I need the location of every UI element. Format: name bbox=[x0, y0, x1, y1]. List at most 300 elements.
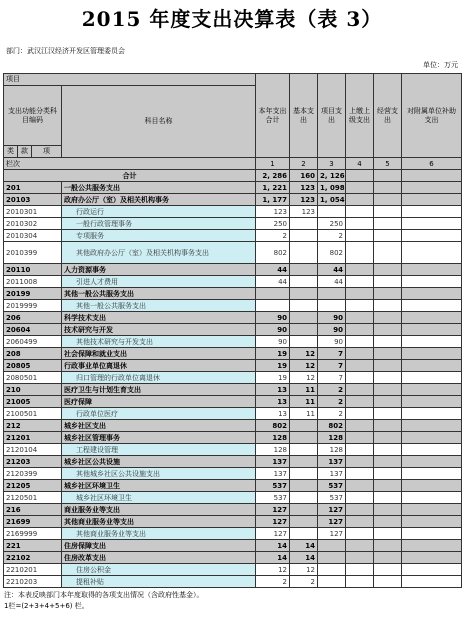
row-total: 802 bbox=[256, 420, 290, 432]
row-total: 127 bbox=[256, 516, 290, 528]
row-upper bbox=[346, 468, 374, 480]
row-subject: 人力资源事务 bbox=[62, 264, 256, 276]
row-subsidy bbox=[402, 264, 462, 276]
row-total: 127 bbox=[256, 528, 290, 540]
row-basic bbox=[290, 492, 318, 504]
row-upper bbox=[346, 324, 374, 336]
row-subsidy bbox=[402, 206, 462, 218]
table-row bbox=[4, 552, 462, 564]
row-subsidy bbox=[402, 480, 462, 492]
row-upper bbox=[346, 516, 374, 528]
row-code: 210 bbox=[4, 384, 62, 396]
row-code: 2210201 bbox=[4, 564, 62, 576]
row-basic bbox=[290, 516, 318, 528]
row-upper bbox=[346, 552, 374, 564]
row-subsidy bbox=[402, 312, 462, 324]
row-basic bbox=[290, 444, 318, 456]
row-upper bbox=[346, 300, 374, 312]
row-basic bbox=[290, 504, 318, 516]
row-subject: 一般公共服务支出 bbox=[62, 182, 256, 194]
table-row bbox=[4, 540, 462, 552]
row-project bbox=[318, 300, 346, 312]
row-subsidy bbox=[402, 276, 462, 288]
row-total bbox=[256, 300, 290, 312]
row-project: 7 bbox=[318, 360, 346, 372]
row-upper bbox=[346, 528, 374, 540]
row-upper bbox=[346, 372, 374, 384]
row-code: 2011008 bbox=[4, 276, 62, 288]
row-project bbox=[318, 540, 346, 552]
row-basic: 2 bbox=[290, 576, 318, 588]
row-operating bbox=[374, 276, 402, 288]
row-code: 21699 bbox=[4, 516, 62, 528]
row-operating bbox=[374, 432, 402, 444]
row-code: 2120399 bbox=[4, 468, 62, 480]
table-row bbox=[4, 182, 462, 194]
row-project: 44 bbox=[318, 276, 346, 288]
row-code: 2169999 bbox=[4, 528, 62, 540]
row-basic: 123 bbox=[290, 182, 318, 194]
row-basic: 11 bbox=[290, 408, 318, 420]
table-row bbox=[4, 206, 462, 218]
page-title: 2015 年度支出决算表（表 3） bbox=[81, 7, 383, 31]
row-basic: 14 bbox=[290, 552, 318, 564]
row-subject: 住房改革支出 bbox=[62, 552, 256, 564]
row-upper bbox=[346, 504, 374, 516]
row-operating bbox=[374, 230, 402, 242]
row-operating bbox=[374, 336, 402, 348]
row-code: 2010304 bbox=[4, 230, 62, 242]
row-project bbox=[318, 564, 346, 576]
row-subject: 其他一般公共服务支出 bbox=[62, 288, 256, 300]
row-total: 14 bbox=[256, 540, 290, 552]
row-upper bbox=[346, 276, 374, 288]
row-subsidy bbox=[402, 444, 462, 456]
row-subject: 住房保障支出 bbox=[62, 540, 256, 552]
row-subsidy bbox=[402, 360, 462, 372]
row-total: 128 bbox=[256, 444, 290, 456]
row-upper bbox=[346, 242, 374, 264]
row-project: 1, 054 bbox=[318, 194, 346, 206]
colnum: 3 bbox=[318, 158, 346, 170]
row-basic bbox=[290, 336, 318, 348]
row-basic bbox=[290, 456, 318, 468]
row-subsidy bbox=[402, 218, 462, 230]
row-upper bbox=[346, 384, 374, 396]
row-subject: 工程建设管理 bbox=[62, 444, 256, 456]
row-operating bbox=[374, 456, 402, 468]
row-upper bbox=[346, 360, 374, 372]
row-subject: 科学技术支出 bbox=[62, 312, 256, 324]
row-basic bbox=[290, 230, 318, 242]
row-subject: 其他城乡社区公共设施支出 bbox=[62, 468, 256, 480]
row-total: 123 bbox=[256, 206, 290, 218]
row-upper bbox=[346, 396, 374, 408]
row-total: 127 bbox=[256, 504, 290, 516]
row-upper bbox=[346, 480, 374, 492]
row-subsidy bbox=[402, 242, 462, 264]
row-upper bbox=[346, 288, 374, 300]
expenditure-table bbox=[3, 73, 462, 588]
row-code: 20199 bbox=[4, 288, 62, 300]
row-total: 1, 177 bbox=[256, 194, 290, 206]
row-upper bbox=[346, 444, 374, 456]
header-upper: 上缴上级支出 bbox=[346, 74, 374, 158]
row-code: 20805 bbox=[4, 360, 62, 372]
header-item: 项目 bbox=[4, 74, 256, 86]
total-label: 合计 bbox=[4, 170, 256, 182]
row-operating bbox=[374, 300, 402, 312]
total-row bbox=[4, 170, 462, 182]
row-upper bbox=[346, 420, 374, 432]
row-operating bbox=[374, 468, 402, 480]
table-row bbox=[4, 396, 462, 408]
row-subsidy bbox=[402, 516, 462, 528]
header-xiang: 项 bbox=[32, 146, 62, 158]
row-total: 1, 221 bbox=[256, 182, 290, 194]
row-operating bbox=[374, 182, 402, 194]
table-row bbox=[4, 576, 462, 588]
row-subsidy bbox=[402, 384, 462, 396]
row-project: 2 bbox=[318, 384, 346, 396]
row-project: 1, 098 bbox=[318, 182, 346, 194]
row-operating bbox=[374, 492, 402, 504]
row-code: 21205 bbox=[4, 480, 62, 492]
row-basic bbox=[290, 528, 318, 540]
row-project: 127 bbox=[318, 516, 346, 528]
table-row bbox=[4, 408, 462, 420]
row-subject: 提租补贴 bbox=[62, 576, 256, 588]
row-upper bbox=[346, 408, 374, 420]
row-upper bbox=[346, 540, 374, 552]
row-operating bbox=[374, 564, 402, 576]
empty-cell bbox=[402, 170, 462, 182]
row-basic bbox=[290, 432, 318, 444]
table-row bbox=[4, 348, 462, 360]
row-project: 7 bbox=[318, 348, 346, 360]
row-code: 206 bbox=[4, 312, 62, 324]
table-row bbox=[4, 432, 462, 444]
row-code: 21203 bbox=[4, 456, 62, 468]
row-upper bbox=[346, 264, 374, 276]
row-project: 137 bbox=[318, 468, 346, 480]
row-basic bbox=[290, 300, 318, 312]
row-total: 13 bbox=[256, 396, 290, 408]
row-code: 22102 bbox=[4, 552, 62, 564]
row-project: 90 bbox=[318, 336, 346, 348]
table-row bbox=[4, 230, 462, 242]
note-line: 注：本表反映部门本年度取得的各项支出情况（含政府性基金）。 bbox=[4, 591, 204, 599]
row-upper bbox=[346, 206, 374, 218]
row-subject: 行政运行 bbox=[62, 206, 256, 218]
row-total bbox=[256, 288, 290, 300]
table-row bbox=[4, 456, 462, 468]
row-total: 19 bbox=[256, 372, 290, 384]
row-operating bbox=[374, 504, 402, 516]
row-upper bbox=[346, 218, 374, 230]
row-upper bbox=[346, 564, 374, 576]
row-project: 127 bbox=[318, 528, 346, 540]
table-row bbox=[4, 420, 462, 432]
row-total: 90 bbox=[256, 336, 290, 348]
row-operating bbox=[374, 312, 402, 324]
row-subject: 城乡社区管理事务 bbox=[62, 432, 256, 444]
row-subject: 政府办公厅（室）及相关机构事务 bbox=[62, 194, 256, 206]
row-total: 14 bbox=[256, 552, 290, 564]
row-code: 2210203 bbox=[4, 576, 62, 588]
row-subject: 住房公积金 bbox=[62, 564, 256, 576]
row-total: 13 bbox=[256, 384, 290, 396]
row-project bbox=[318, 288, 346, 300]
colnum: 2 bbox=[290, 158, 318, 170]
row-project: 128 bbox=[318, 444, 346, 456]
table-row bbox=[4, 528, 462, 540]
row-subject: 其他技术研究与开发支出 bbox=[62, 336, 256, 348]
row-project: 537 bbox=[318, 492, 346, 504]
row-total: 137 bbox=[256, 468, 290, 480]
row-code: 20604 bbox=[4, 324, 62, 336]
row-project: 90 bbox=[318, 312, 346, 324]
row-project: 802 bbox=[318, 420, 346, 432]
row-subsidy bbox=[402, 230, 462, 242]
row-operating bbox=[374, 242, 402, 264]
row-operating bbox=[374, 264, 402, 276]
row-code: 20110 bbox=[4, 264, 62, 276]
table-row bbox=[4, 480, 462, 492]
row-subsidy bbox=[402, 552, 462, 564]
table-row bbox=[4, 468, 462, 480]
row-subject: 其他商业服务业等支出 bbox=[62, 528, 256, 540]
row-basic: 12 bbox=[290, 360, 318, 372]
row-code: 21005 bbox=[4, 396, 62, 408]
row-code: 2080501 bbox=[4, 372, 62, 384]
row-total: 19 bbox=[256, 360, 290, 372]
row-subsidy bbox=[402, 336, 462, 348]
row-subject: 医疗保障 bbox=[62, 396, 256, 408]
row-operating bbox=[374, 552, 402, 564]
row-subject: 城乡社区支出 bbox=[62, 420, 256, 432]
table-row bbox=[4, 324, 462, 336]
row-operating bbox=[374, 194, 402, 206]
row-code: 2010399 bbox=[4, 242, 62, 264]
row-project: 2 bbox=[318, 396, 346, 408]
row-subject: 城乡社区环境卫生 bbox=[62, 480, 256, 492]
row-subject: 技术研究与开发 bbox=[62, 324, 256, 336]
row-code: 2010301 bbox=[4, 206, 62, 218]
row-total: 137 bbox=[256, 456, 290, 468]
row-upper bbox=[346, 182, 374, 194]
row-code: 20103 bbox=[4, 194, 62, 206]
row-basic: 12 bbox=[290, 372, 318, 384]
empty-cell bbox=[346, 170, 374, 182]
row-basic bbox=[290, 324, 318, 336]
total-project: 2, 126 bbox=[318, 170, 346, 182]
row-code: 2010302 bbox=[4, 218, 62, 230]
row-operating bbox=[374, 480, 402, 492]
row-subject: 其他政府办公厅（室）及相关机构事务支出 bbox=[62, 242, 256, 264]
row-subsidy bbox=[402, 456, 462, 468]
row-project: 137 bbox=[318, 456, 346, 468]
unit-label: 单位：万元 bbox=[423, 61, 458, 69]
row-project: 7 bbox=[318, 372, 346, 384]
row-operating bbox=[374, 360, 402, 372]
row-basic bbox=[290, 264, 318, 276]
row-upper bbox=[346, 492, 374, 504]
row-operating bbox=[374, 324, 402, 336]
row-subject: 商业服务业等支出 bbox=[62, 504, 256, 516]
row-subject: 城乡社区环境卫生 bbox=[62, 492, 256, 504]
row-subsidy bbox=[402, 564, 462, 576]
colnum: 5 bbox=[374, 158, 402, 170]
row-total: 12 bbox=[256, 564, 290, 576]
row-subject: 专项服务 bbox=[62, 230, 256, 242]
table-row bbox=[4, 276, 462, 288]
row-code: 21201 bbox=[4, 432, 62, 444]
row-upper bbox=[346, 432, 374, 444]
row-subsidy bbox=[402, 324, 462, 336]
row-basic: 11 bbox=[290, 384, 318, 396]
colnum: 6 bbox=[402, 158, 462, 170]
row-upper bbox=[346, 230, 374, 242]
row-project bbox=[318, 576, 346, 588]
row-operating bbox=[374, 420, 402, 432]
row-operating bbox=[374, 384, 402, 396]
row-code: 2060499 bbox=[4, 336, 62, 348]
row-subsidy bbox=[402, 528, 462, 540]
row-code: 208 bbox=[4, 348, 62, 360]
row-subsidy bbox=[402, 468, 462, 480]
row-project: 128 bbox=[318, 432, 346, 444]
table-row bbox=[4, 264, 462, 276]
row-operating bbox=[374, 288, 402, 300]
row-code: 221 bbox=[4, 540, 62, 552]
row-code: 216 bbox=[4, 504, 62, 516]
row-subsidy bbox=[402, 504, 462, 516]
row-upper bbox=[346, 456, 374, 468]
header-subsidy: 对附属单位补助支出 bbox=[402, 74, 462, 158]
row-project bbox=[318, 552, 346, 564]
header-lei: 类 bbox=[4, 146, 18, 158]
row-operating bbox=[374, 396, 402, 408]
row-subsidy bbox=[402, 348, 462, 360]
row-operating bbox=[374, 516, 402, 528]
row-subject: 其他商业服务业等支出 bbox=[62, 516, 256, 528]
header-func-code: 支出功能分类科目编码 bbox=[4, 86, 62, 146]
table-row bbox=[4, 312, 462, 324]
row-subject: 行政单位医疗 bbox=[62, 408, 256, 420]
row-basic bbox=[290, 480, 318, 492]
table-row bbox=[4, 194, 462, 206]
lanci-label: 栏次 bbox=[4, 158, 256, 170]
row-project: 250 bbox=[318, 218, 346, 230]
table-row bbox=[4, 360, 462, 372]
row-code: 201 bbox=[4, 182, 62, 194]
department-label: 部门：武汉江汉经济开发区管理委员会 bbox=[6, 47, 125, 55]
row-subsidy bbox=[402, 540, 462, 552]
row-total: 19 bbox=[256, 348, 290, 360]
row-total: 90 bbox=[256, 312, 290, 324]
row-operating bbox=[374, 540, 402, 552]
empty-cell bbox=[374, 170, 402, 182]
row-subsidy bbox=[402, 194, 462, 206]
row-subject: 归口管理的行政单位离退休 bbox=[62, 372, 256, 384]
row-upper bbox=[346, 194, 374, 206]
row-subsidy bbox=[402, 420, 462, 432]
row-operating bbox=[374, 444, 402, 456]
total-basic: 160 bbox=[290, 170, 318, 182]
row-total: 802 bbox=[256, 242, 290, 264]
row-operating bbox=[374, 528, 402, 540]
row-project bbox=[318, 206, 346, 218]
row-basic: 123 bbox=[290, 194, 318, 206]
row-subject: 引进人才费用 bbox=[62, 276, 256, 288]
table-row bbox=[4, 288, 462, 300]
row-total: 90 bbox=[256, 324, 290, 336]
row-project: 2 bbox=[318, 408, 346, 420]
row-subsidy bbox=[402, 182, 462, 194]
row-project: 2 bbox=[318, 230, 346, 242]
row-total: 537 bbox=[256, 480, 290, 492]
row-operating bbox=[374, 408, 402, 420]
row-subject: 其他一般公共服务支出 bbox=[62, 300, 256, 312]
header-kuan: 款 bbox=[18, 146, 32, 158]
table-row bbox=[4, 336, 462, 348]
table-row bbox=[4, 504, 462, 516]
row-upper bbox=[346, 348, 374, 360]
row-operating bbox=[374, 206, 402, 218]
table-row bbox=[4, 218, 462, 230]
row-subsidy bbox=[402, 576, 462, 588]
table-row bbox=[4, 564, 462, 576]
row-code: 2120501 bbox=[4, 492, 62, 504]
row-code: 2120104 bbox=[4, 444, 62, 456]
row-basic: 14 bbox=[290, 540, 318, 552]
row-subsidy bbox=[402, 288, 462, 300]
row-project: 537 bbox=[318, 480, 346, 492]
table-row bbox=[4, 516, 462, 528]
header-operating: 经营支出 bbox=[374, 74, 402, 158]
note-line: 1栏=(2+3+4+5+6) 栏。 bbox=[4, 602, 89, 610]
row-subject: 医疗卫生与计划生育支出 bbox=[62, 384, 256, 396]
row-basic: 12 bbox=[290, 564, 318, 576]
row-subject: 行政事业单位离退休 bbox=[62, 360, 256, 372]
column-number-row bbox=[4, 158, 462, 170]
row-total: 128 bbox=[256, 432, 290, 444]
row-total: 13 bbox=[256, 408, 290, 420]
row-total: 2 bbox=[256, 576, 290, 588]
table-row bbox=[4, 242, 462, 264]
row-project: 90 bbox=[318, 324, 346, 336]
row-subject: 社会保障和就业支出 bbox=[62, 348, 256, 360]
row-upper bbox=[346, 336, 374, 348]
table-row bbox=[4, 372, 462, 384]
row-upper bbox=[346, 312, 374, 324]
row-basic bbox=[290, 242, 318, 264]
row-project: 44 bbox=[318, 264, 346, 276]
row-code: 2019999 bbox=[4, 300, 62, 312]
row-subsidy bbox=[402, 300, 462, 312]
row-operating bbox=[374, 218, 402, 230]
row-project: 127 bbox=[318, 504, 346, 516]
row-project: 802 bbox=[318, 242, 346, 264]
header-basic: 基本支出 bbox=[290, 74, 318, 158]
row-subsidy bbox=[402, 396, 462, 408]
row-operating bbox=[374, 576, 402, 588]
row-operating bbox=[374, 348, 402, 360]
row-subject: 城乡社区公共设施 bbox=[62, 456, 256, 468]
row-basic: 123 bbox=[290, 206, 318, 218]
row-basic bbox=[290, 218, 318, 230]
